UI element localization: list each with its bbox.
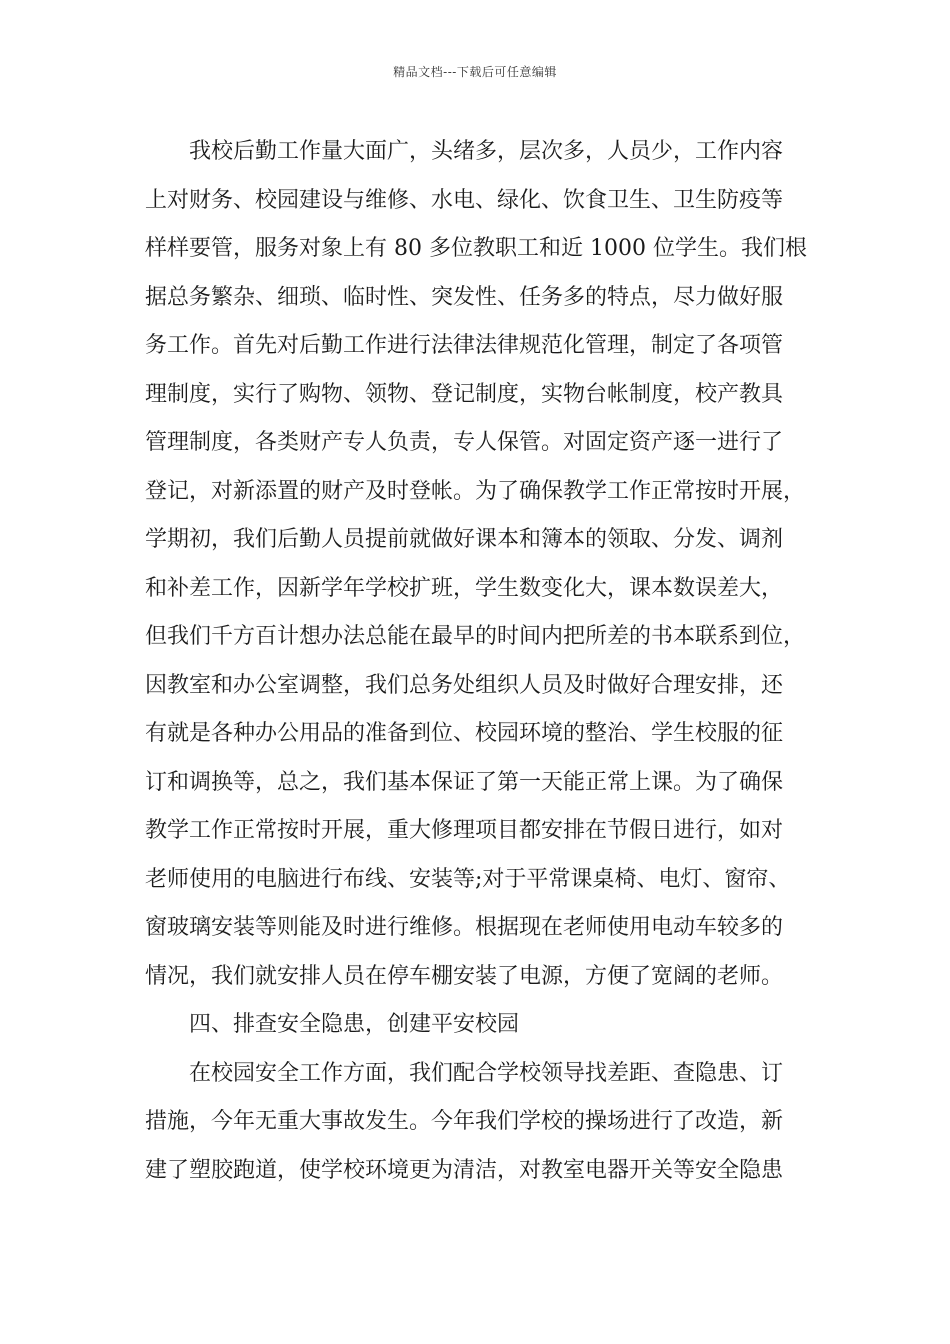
paragraph-line: 和补差工作，因新学年学校扩班，学生数变化大，课本数误差大， <box>145 575 784 601</box>
paragraph-line: 有就是各种办公用品的准备到位、校园环境的整治、学生校服的征 <box>145 721 784 746</box>
paragraph-line: 登记，对新添置的财产及时登帐。为了确保教学工作正常按时开展， <box>145 478 806 504</box>
paragraph-line: 窗玻璃安装等则能及时进行维修。根据现在老师使用电动车较多的 <box>145 915 784 940</box>
paragraph-line: 理制度，实行了购物、领物、登记制度，实物台帐制度，校产教具 <box>145 381 784 407</box>
page-header: 精品文档---下载后可任意编辑 <box>393 65 557 79</box>
paragraph-line: 因教室和办公室调整，我们总务处组织人员及时做好合理安排，还 <box>145 672 784 698</box>
paragraph-line: 上对财务、校园建设与维修、水电、绿化、饮食卫生、卫生防疫等 <box>145 187 784 213</box>
paragraph-line: 学期初，我们后勤人员提前就做好课本和簿本的领取、分发、调剂 <box>145 527 784 552</box>
paragraph-line: 订和调换等，总之，我们基本保证了第一天能正常上课。为了确保 <box>145 769 784 795</box>
paragraph-line: 务工作。首先对后勤工作进行法律法律规范化管理，制定了各项管 <box>145 333 784 358</box>
paragraph-line: 我校后勤工作量大面广，头绪多，层次多，人员少，工作内容 <box>189 139 784 164</box>
paragraph-line: 但我们千方百计想办法总能在最早的时间内把所差的书本联系到位， <box>145 624 806 649</box>
section-heading: 四、排查安全隐患，创建平安校园 <box>189 1012 520 1037</box>
paragraph-line: 在校园安全工作方面，我们配合学校领导找差距、查隐患、订 <box>189 1060 784 1086</box>
paragraph-line: 情况，我们就安排人员在停车棚安装了电源，方便了宽阔的老师。 <box>145 963 784 989</box>
paragraph-line: 据总务繁杂、细琐、临时性、突发性、任务多的特点，尽力做好服 <box>145 284 784 310</box>
paragraph-line: 管理制度，各类财产专人负责，专人保管。对固定资产逐一进行了 <box>145 430 784 455</box>
paragraph-line: 样样要管，服务对象上有 80 多位教职工和近 1000 位学生。我们根 <box>145 236 807 261</box>
paragraph-line: 措施，今年无重大事故发生。今年我们学校的操场进行了改造，新 <box>145 1109 784 1134</box>
document-body <box>145 128 825 1195</box>
paragraph-line: 建了塑胶跑道，使学校环境更为清洁，对教室电器开关等安全隐患 <box>145 1157 784 1183</box>
paragraph-line: 老师使用的电脑进行布线、安装等;对于平常课桌椅、电灯、窗帘、 <box>145 866 791 892</box>
paragraph-line: 教学工作正常按时开展，重大修理项目都安排在节假日进行，如对 <box>145 818 784 843</box>
